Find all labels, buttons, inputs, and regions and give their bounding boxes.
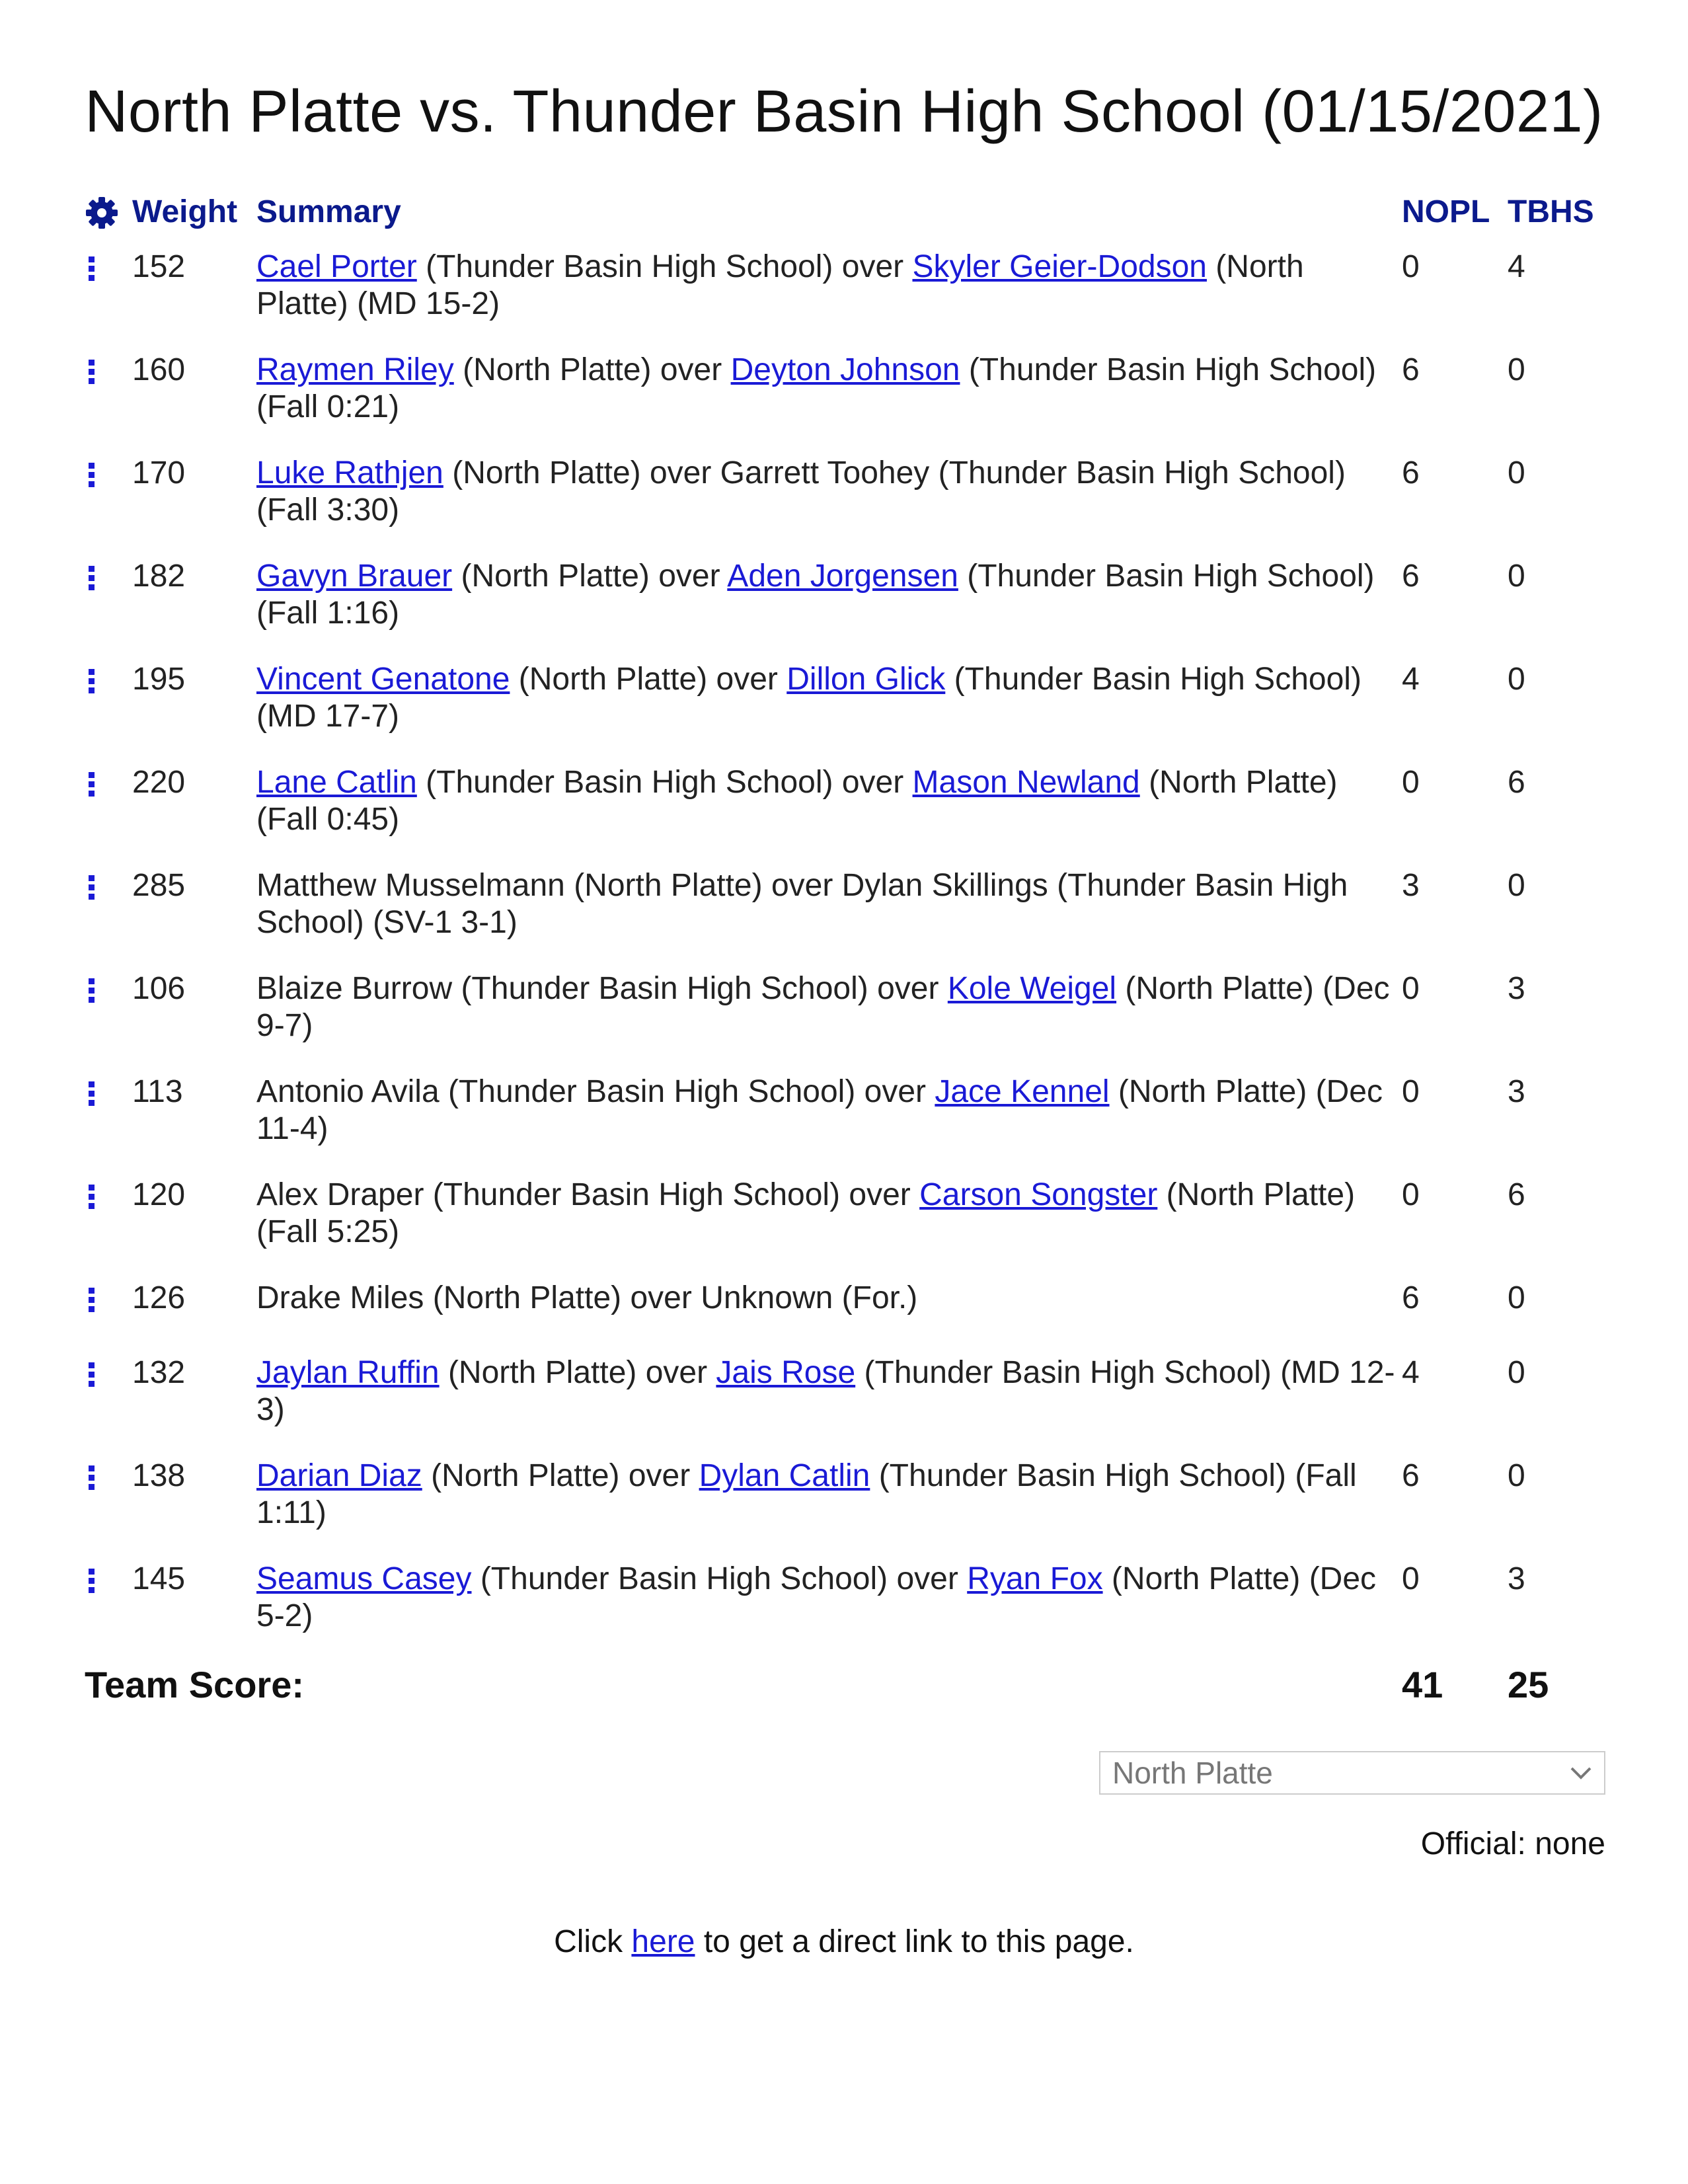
team1-points: 4 <box>1402 1355 1420 1390</box>
table-row <box>85 440 1605 543</box>
row-menu-cell[interactable] <box>85 956 132 1059</box>
summary-cell <box>256 1546 1402 1649</box>
team1-points: 3 <box>1402 868 1420 903</box>
team-select[interactable] <box>1099 1751 1605 1795</box>
weight-cell: 195 <box>132 662 186 697</box>
summary-cell <box>256 337 1402 440</box>
more-vertical-icon[interactable] <box>85 1280 98 1317</box>
row-menu-cell[interactable] <box>85 646 132 750</box>
wrestler-link[interactable]: Gavyn Brauer <box>256 559 453 594</box>
summary-cell <box>256 853 1402 956</box>
more-vertical-icon[interactable] <box>85 661 98 698</box>
summary-text: (Thunder Basin High School) (Fall 1:11) <box>256 1458 1357 1530</box>
team2-points: 0 <box>1508 1280 1525 1315</box>
wrestler-link[interactable]: Deyton Johnson <box>730 352 960 387</box>
more-vertical-icon[interactable] <box>85 249 98 286</box>
more-vertical-icon[interactable] <box>85 352 98 389</box>
summary-cell <box>256 1265 1402 1340</box>
wrestler-link[interactable]: Luke Rathjen <box>256 455 443 490</box>
summary-cell <box>256 750 1402 853</box>
team2-points: 3 <box>1508 971 1525 1006</box>
summary-text: Antonio Avila (Thunder Basin High School) over <box>256 1074 935 1109</box>
summary-text: (Thunder Basin High School) over <box>416 765 913 800</box>
team2-header[interactable]: TBHS <box>1508 194 1594 229</box>
wrestler-link[interactable]: Aden Jorgensen <box>727 559 958 594</box>
team2-points: 3 <box>1508 1074 1525 1109</box>
team1-points: 0 <box>1402 1561 1420 1596</box>
summary-cell <box>256 543 1402 646</box>
weight-cell: 120 <box>132 1177 186 1212</box>
weight-cell: 182 <box>132 559 186 594</box>
team-score-label: Team Score: <box>85 1664 304 1705</box>
summary-text: Matthew Musselmann (North Platte) over Dylan Skillings (Thunder Basin High School) (SV-1 3-1) <box>256 868 1348 940</box>
more-vertical-icon[interactable] <box>85 455 98 492</box>
wrestler-link[interactable]: Carson Songster <box>919 1177 1158 1212</box>
wrestler-link[interactable]: Lane Catlin <box>256 765 417 800</box>
weight-cell: 285 <box>132 868 186 903</box>
team2-points: 0 <box>1508 352 1525 387</box>
direct-link-after: to get a direct link to this page. <box>695 1924 1134 1959</box>
summary-cell <box>256 234 1402 337</box>
weight-cell: 145 <box>132 1561 186 1596</box>
team2-points: 3 <box>1508 1561 1525 1596</box>
summary-cell <box>256 956 1402 1059</box>
table-row <box>85 234 1605 337</box>
wrestler-link[interactable]: Vincent Genatone <box>256 662 510 697</box>
team-score-row <box>85 1649 1605 1703</box>
summary-text: (Thunder Basin High School) (Fall 1:16) <box>256 559 1375 631</box>
summary-text: (North Platte) over <box>439 1355 716 1390</box>
row-menu-cell[interactable] <box>85 1162 132 1265</box>
weight-cell: 138 <box>132 1458 186 1493</box>
table-row <box>85 543 1605 646</box>
summary-cell <box>256 1059 1402 1162</box>
team1-points: 4 <box>1402 662 1420 697</box>
team1-points: 6 <box>1402 559 1420 594</box>
table-row <box>85 1443 1605 1546</box>
summary-cell <box>256 1162 1402 1265</box>
weight-cell: 113 <box>132 1074 183 1109</box>
summary-cell <box>256 1340 1402 1443</box>
table-row <box>85 1340 1605 1443</box>
direct-link-before: Click <box>554 1924 632 1959</box>
more-vertical-icon[interactable] <box>85 558 98 595</box>
weight-cell: 220 <box>132 765 186 800</box>
summary-text: (Thunder Basin High School) (MD 12-3) <box>256 1355 1395 1427</box>
team2-points: 6 <box>1508 1177 1525 1212</box>
wrestler-link[interactable]: Mason Newland <box>912 765 1140 800</box>
team1-points: 0 <box>1402 1074 1420 1109</box>
summary-text: (Thunder Basin High School) over <box>416 249 913 284</box>
summary-cell <box>256 440 1402 543</box>
team1-total: 41 <box>1402 1664 1443 1705</box>
table-row <box>85 337 1605 440</box>
table-header-row <box>85 189 1605 234</box>
wrestler-link[interactable]: Seamus Casey <box>256 1561 472 1596</box>
team1-header[interactable]: NOPL <box>1402 194 1490 229</box>
table-row <box>85 646 1605 750</box>
row-menu-cell[interactable] <box>85 440 132 543</box>
weight-cell: 170 <box>132 455 186 490</box>
row-menu-cell[interactable] <box>85 337 132 440</box>
summary-cell <box>256 646 1402 750</box>
team-select-value: North Platte <box>1112 1756 1273 1790</box>
wrestler-link[interactable]: Skyler Geier-Dodson <box>912 249 1207 284</box>
wrestler-link[interactable]: Cael Porter <box>256 249 417 284</box>
row-menu-cell[interactable] <box>85 1443 132 1546</box>
wrestler-link[interactable]: Kole Weigel <box>947 971 1117 1006</box>
table-row <box>85 1162 1605 1265</box>
row-menu-cell[interactable] <box>85 853 132 956</box>
weight-cell: 126 <box>132 1280 186 1315</box>
summary-text: (North Platte) (Fall 0:45) <box>256 765 1338 837</box>
table-row <box>85 750 1605 853</box>
team2-points: 0 <box>1508 1458 1525 1493</box>
summary-text: (North Platte) (Dec 5-2) <box>256 1561 1377 1633</box>
wrestler-link[interactable]: Jace Kennel <box>935 1074 1110 1109</box>
team1-points: 0 <box>1402 765 1420 800</box>
wrestler-link[interactable]: Jais Rose <box>716 1355 856 1390</box>
summary-text: (North Platte) over Garrett Toohey (Thunder Basin High School) (Fall 3:30) <box>256 455 1346 527</box>
team1-points: 6 <box>1402 352 1420 387</box>
summary-text: (North Platte) over <box>510 662 787 697</box>
summary-text: (North Platte) over <box>452 559 728 594</box>
weight-header[interactable]: Weight <box>132 194 238 229</box>
summary-text: (North Platte) (Dec 11-4) <box>256 1074 1383 1146</box>
table-row <box>85 853 1605 956</box>
summary-cell <box>256 1443 1402 1546</box>
team1-points: 6 <box>1402 1458 1420 1493</box>
more-vertical-icon[interactable] <box>85 764 98 801</box>
wrestler-link[interactable]: Ryan Fox <box>967 1561 1103 1596</box>
direct-link-text <box>0 1924 1688 1960</box>
table-row <box>85 1059 1605 1162</box>
more-vertical-icon[interactable] <box>85 1177 98 1214</box>
wrestler-link[interactable]: Raymen Riley <box>256 352 454 387</box>
more-vertical-icon[interactable] <box>85 1354 98 1391</box>
summary-text: (Thunder Basin High School) (Fall 0:21) <box>256 352 1377 424</box>
team1-points: 0 <box>1402 1177 1420 1212</box>
weight-cell: 106 <box>132 971 186 1006</box>
row-menu-cell[interactable] <box>85 1546 132 1649</box>
summary-text: Blaize Burrow (Thunder Basin High School) over <box>256 971 948 1006</box>
row-menu-cell[interactable] <box>85 1340 132 1443</box>
weight-cell: 152 <box>132 249 186 284</box>
weight-cell: 132 <box>132 1355 186 1390</box>
more-vertical-icon[interactable] <box>85 1458 98 1495</box>
summary-text: (North Platte) (Dec 9-7) <box>256 971 1390 1043</box>
summary-text: Drake Miles (North Platte) over Unknown (For.) <box>256 1280 918 1315</box>
wrestler-link[interactable]: Dylan Catlin <box>699 1458 870 1493</box>
table-row <box>85 956 1605 1059</box>
summary-text: (North Platte) (MD 15-2) <box>256 249 1304 321</box>
summary-text: (Thunder Basin High School) over <box>471 1561 968 1596</box>
more-vertical-icon[interactable] <box>85 867 98 904</box>
table-row <box>85 1265 1605 1340</box>
weight-cell: 160 <box>132 352 186 387</box>
summary-text: (North Platte) over <box>453 352 731 387</box>
summary-text: (North Platte) (Fall 5:25) <box>256 1177 1356 1249</box>
row-menu-cell[interactable] <box>85 543 132 646</box>
chevron-down-icon <box>1570 1764 1592 1781</box>
row-menu-cell[interactable] <box>85 750 132 853</box>
team2-points: 0 <box>1508 455 1525 490</box>
team2-points: 4 <box>1508 249 1525 284</box>
team2-points: 0 <box>1508 559 1525 594</box>
team2-total: 25 <box>1508 1664 1549 1705</box>
official-label: Official: none <box>1420 1826 1605 1861</box>
team1-points: 0 <box>1402 971 1420 1006</box>
direct-link[interactable]: here <box>631 1924 695 1959</box>
summary-text: (Thunder Basin High School) (MD 17-7) <box>256 662 1362 734</box>
team2-points: 0 <box>1508 662 1525 697</box>
team1-points: 6 <box>1402 1280 1420 1315</box>
summary-text: Alex Draper (Thunder Basin High School) over <box>256 1177 920 1212</box>
more-vertical-icon[interactable] <box>85 1561 98 1598</box>
more-vertical-icon[interactable] <box>85 970 98 1007</box>
more-vertical-icon[interactable] <box>85 1073 98 1111</box>
match-table <box>85 189 1605 1703</box>
settings-cell[interactable] <box>85 189 132 234</box>
wrestler-link[interactable]: Dillon Glick <box>786 662 946 697</box>
page-title: North Platte vs. Thunder Basin High School (01/15/2021) <box>85 79 1603 145</box>
team2-points: 6 <box>1508 765 1525 800</box>
row-menu-cell[interactable] <box>85 1059 132 1162</box>
team1-points: 0 <box>1402 249 1420 284</box>
row-menu-cell[interactable] <box>85 1265 132 1340</box>
row-menu-cell[interactable] <box>85 234 132 337</box>
team2-points: 0 <box>1508 1355 1525 1390</box>
gear-icon[interactable] <box>85 196 119 230</box>
team1-points: 6 <box>1402 455 1420 490</box>
wrestler-link[interactable]: Darian Diaz <box>256 1458 422 1493</box>
summary-header[interactable]: Summary <box>256 194 401 229</box>
summary-text: (North Platte) over <box>422 1458 699 1493</box>
table-row <box>85 1546 1605 1649</box>
team2-points: 0 <box>1508 868 1525 903</box>
wrestler-link[interactable]: Jaylan Ruffin <box>256 1355 440 1390</box>
